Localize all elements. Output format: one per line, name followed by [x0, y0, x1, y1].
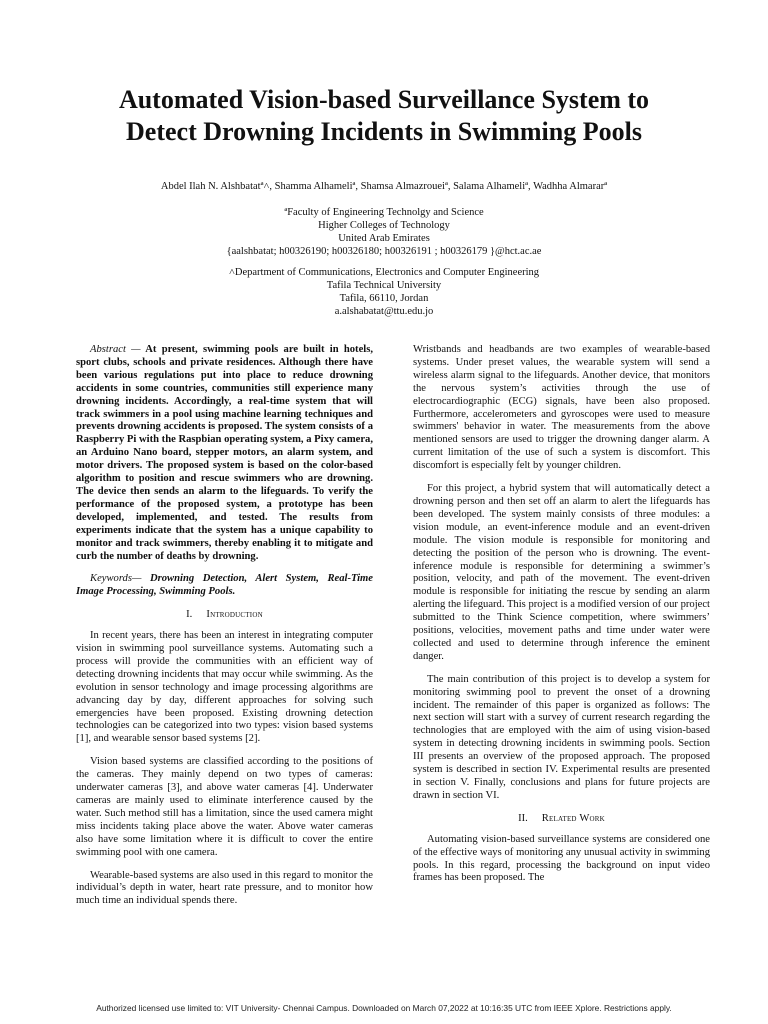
- section-heading-related-work: [413, 813, 710, 826]
- paragraph: Wristbands and headbands are two examples of wearable-based systems. Under preset values, the wearable system will send a wireless alarm signal to the lifeguards. Another device, that monitors the nervous system’s activities through the use of electrocardiographic (ECG) signals, have been also proposed. Furthermore, accelerometers and gyroscopes were used to measure swimmers' behavior in water. The measurements from the above mentioned sensors are used to trigger the drowning danger alarm. A current limitation of the use of such a system is discomfort. This discomfort is especially felt by younger children.: [413, 344, 710, 472]
- paragraph: Wearable-based systems are also used in this regard to monitor the individual’s depth in water, heart rate pressure, and to monitor how much time an individual spends there.: [76, 869, 373, 907]
- license-footer: Authorized licensed use limited to: VIT University- Chennai Campus. Downloaded on March 07,2022 at 10:16:35 UTC from IEEE Xplore. Restrictions apply.: [96, 1003, 672, 1013]
- affiliation-hct-line2: Higher Colleges of Technology: [318, 220, 450, 231]
- affiliation-hct-emails: {aalshbatat; h00326190; h00326180; h00326191 ; h00326179 }@hct.ac.ae: [226, 246, 542, 257]
- affiliation-hct-line1: ªFaculty of Engineering Technolgy and Science: [284, 207, 484, 218]
- abstract-text: At present, swimming pools are built in hotels, sport clubs, schools and private residences. Although there have been various regulations put into place to reduce drowning accidents in some countries, communities still experience many drowning incidents. Accordingly, a real-time system that will track swimmers in a pool using machine learning techniques and prevents drowning accidents is proposed. The system consists of a Raspberry Pi with the Raspbian operating system, a Pixy camera, an Arduino Nano board, stepper motors, an alarm system, and motor drivers. The proposed system is based on the color-based algorithm to position and rescue swimmers who are drowning. The device then sends an alarm to the lifeguards. To verify the performance of the proposed system, a prototype has been developed, implemented, and tested. The results from experiments indicate that the system has a unique capability to monitor and track swimmers, thereby enabling it to mitigate and curb the number of deaths by drowning.: [76, 344, 373, 562]
- paragraph: Vision based systems are classified according to the positions of the cameras. They mainly depend on two types of cameras: underwater cameras [3], and above water cameras [4]. Underwater cameras are mainly used to eliminate interference caused by the water. Such method still has a limitation, since the used camera might miss incidents taking place above the water. Above water cameras also have some limitation where it is difficult to cover the entire swimming pool with one camera.: [76, 756, 373, 858]
- section-number: II.: [518, 812, 528, 824]
- paragraph: In recent years, there has been an interest in integrating computer vision in swimming pool surveillance systems. Automating such a process will provide the communities with an efficient way of detecting drowning incidents that may occur while swimming. As the evolution in sensor technology and image processing algorithms are advancing day by day, different approaches for solving such emergencies have been proposed. Existing drowning detection technologies can be categorized into two types: vision based systems [1], and wearable sensor based systems [2].: [76, 630, 373, 745]
- left-column: [76, 344, 373, 918]
- affiliation-ttu: [40, 266, 728, 318]
- paragraph: For this project, a hybrid system that will automatically detect a drowning person and then set off an alarm to alert the lifeguards has been developed. The system mainly consists of three modules: a vision module, an event-inference module and an event-driven module. The vision module is responsible for monitoring and detecting the position of the person who is drowning. The event-inference module is responsible for determining a swimmer’s position, velocity, and path of the movement. The event-driven module is responsible for initiating the rescue by sending an alarm alerting the lifeguard. This project is a modified version of our project submitted to the Think Science competition, where swimmers’ positions, velocities, movement paths and time under water were collected and used to determine through inference the eminent danger.: [413, 483, 710, 662]
- keywords: [76, 573, 373, 599]
- section-title: Introduction: [206, 609, 263, 621]
- title-line-2: Detect Drowning Incidents in Swimming Pools: [126, 117, 642, 146]
- affiliation-ttu-email: a.alshabatat@ttu.edu.jo: [334, 306, 434, 317]
- affiliation-ttu-line2: Tafila Technical University: [326, 280, 442, 291]
- paragraph: Automating vision-based surveillance systems are considered one of the effective ways of monitoring any unusual activity in swimming pools. In this regard, processing the background on input video frames has been proposed. The: [413, 833, 710, 884]
- abstract: [76, 344, 373, 563]
- keywords-label: Keywords—: [90, 573, 142, 585]
- section-number: I.: [186, 609, 193, 621]
- keywords-text: Drowning Detection, Alert System, Real-Time Image Processing, Swimming Pools.: [76, 573, 373, 598]
- affiliation-hct-line3: United Arab Emirates: [338, 233, 430, 244]
- abstract-label: Abstract —: [90, 344, 141, 355]
- paper-title: [40, 84, 728, 148]
- affiliation-ttu-line3: Tafila, 66110, Jordan: [339, 293, 429, 304]
- title-line-1: Automated Vision-based Surveillance System to: [118, 85, 650, 114]
- author-list: Abdel Ilah N. Alshbatatª˄, Shamma Alhameliª, Shamsa Almazroueiª, Salama Alhameliª, Wadhha Almararª: [160, 181, 608, 192]
- right-column: [413, 344, 710, 895]
- paragraph: The main contribution of this project is to develop a system for monitoring swimming pool to prevent the onset of a drowning incident. The remainder of this paper is organized as follows: The next section will start with a survey of current research regarding the technologies that are employed with the aim of using vision-based system in detecting drowning incidents in swimming pools. Section III presents an overview of the proposed approach. The proposed system is described in section IV. Experimental results are presented in section V. Finally, conclusions and plans for future projects are drawn in section VI.: [413, 673, 710, 801]
- affiliation-ttu-line1: ˄Department of Communications, Electronics and Computer Engineering: [228, 267, 540, 278]
- section-title: Related Work: [541, 812, 605, 824]
- section-heading-introduction: [76, 609, 373, 622]
- affiliation-hct: [40, 206, 728, 258]
